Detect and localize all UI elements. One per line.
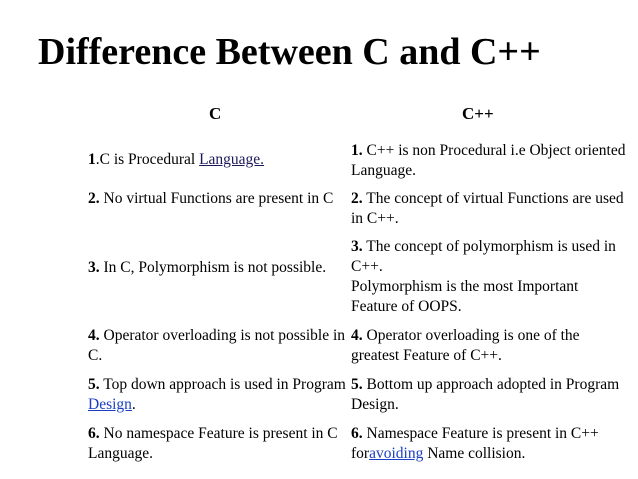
column-header-c: C	[209, 104, 222, 123]
row-5-c	[88, 375, 346, 415]
row-text: .C is Procedural	[95, 151, 200, 168]
row-number: 4.	[88, 327, 100, 344]
row-2-c	[88, 189, 346, 209]
row-text-after: Name collision.	[423, 445, 526, 462]
row-number: 5.	[88, 376, 100, 393]
row-text: Top down approach is used in Program	[99, 376, 346, 393]
row-number: 6.	[351, 425, 363, 442]
row-text: Namespace Feature is present in C++ for	[351, 425, 599, 462]
row-number: 2.	[88, 190, 100, 207]
page-title: Difference Between C and C++	[38, 31, 541, 73]
row-text: The concept of polymorphism is used in C++.	[351, 238, 616, 275]
row-number: 1.	[351, 142, 363, 159]
row-6-cpp	[351, 424, 626, 464]
row-text: Operator overloading is one of the greatest Feature of C++.	[351, 327, 580, 364]
row-number: 4.	[351, 327, 363, 344]
row-5-cpp	[351, 375, 626, 415]
row-number: 2.	[351, 190, 363, 207]
row-text: Operator overloading is not possible in C.	[88, 327, 345, 364]
row-4-cpp	[351, 326, 626, 366]
row-3-c	[88, 258, 346, 278]
row-1-c	[88, 150, 346, 170]
row-number: 1	[88, 151, 96, 168]
row-2-cpp	[351, 189, 626, 229]
row-4-c	[88, 326, 346, 366]
row-text: C++ is non Procedural i.e Object oriented Language.	[351, 142, 626, 179]
column-header-cpp: C++	[462, 104, 494, 123]
row-extra-text: Polymorphism is the most Important Feature of OOPS.	[351, 278, 579, 315]
row-6-c	[88, 424, 346, 464]
row-text: No virtual Functions are present in C	[99, 190, 334, 207]
row-text-after: .	[131, 396, 136, 413]
row-3-cpp	[351, 237, 626, 317]
design-link[interactable]: Design	[88, 396, 132, 413]
row-number: 5.	[351, 376, 363, 393]
row-text: Bottom up approach adopted in Program Design.	[351, 376, 620, 413]
language-link[interactable]: Language.	[199, 151, 265, 168]
row-number: 6.	[88, 425, 100, 442]
row-number: 3.	[88, 259, 100, 276]
avoiding-link[interactable]: avoiding	[369, 445, 424, 462]
row-number: 3.	[351, 238, 363, 255]
row-1-cpp	[351, 141, 626, 181]
row-text: No namespace Feature is present in C Language.	[88, 425, 338, 462]
row-text: In C, Polymorphism is not possible.	[99, 259, 327, 276]
row-text: The concept of virtual Functions are used in C++.	[351, 190, 624, 227]
